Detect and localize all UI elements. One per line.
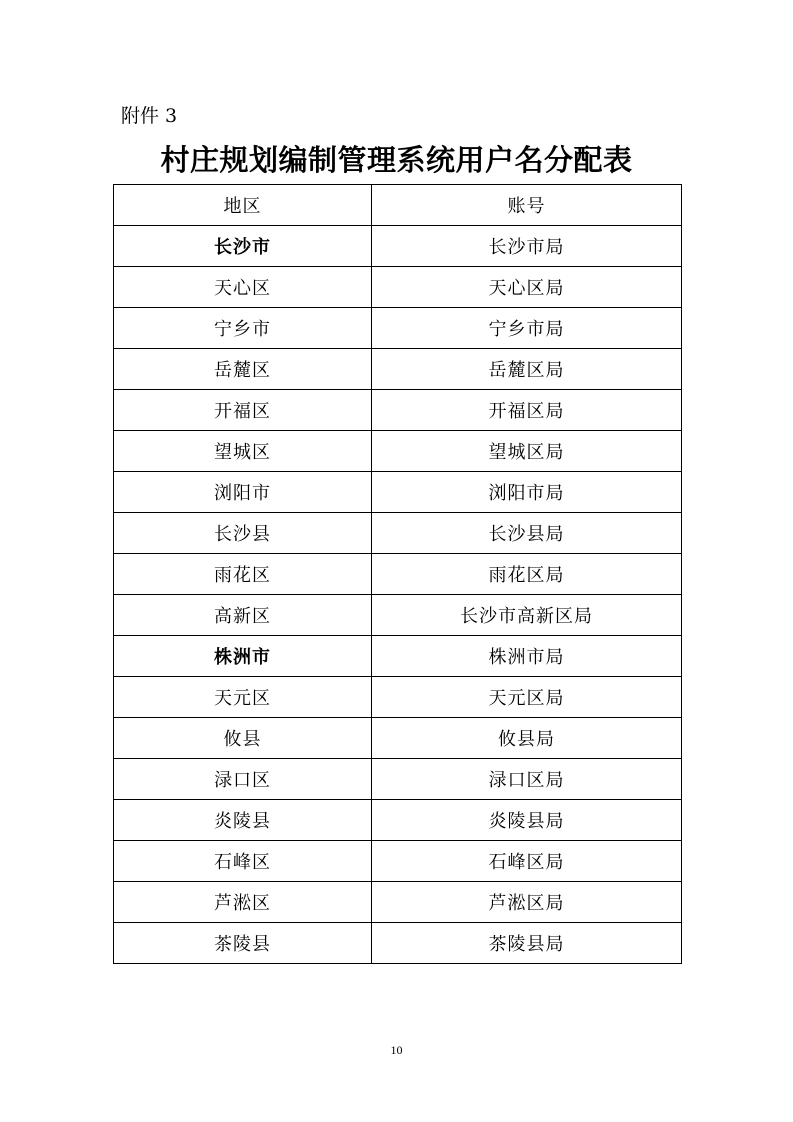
table-row	[114, 841, 682, 882]
account-cell: 株洲市局	[372, 636, 682, 677]
table-row	[114, 677, 682, 718]
column-header-account: 账号	[372, 185, 682, 226]
table-row	[114, 226, 682, 267]
region-cell: 岳麓区	[114, 349, 372, 390]
account-cell: 浏阳市局	[372, 472, 682, 513]
account-cell: 雨花区局	[372, 554, 682, 595]
table-row	[114, 718, 682, 759]
table-row	[114, 595, 682, 636]
table-row	[114, 554, 682, 595]
table-row	[114, 431, 682, 472]
region-cell: 长沙市	[114, 226, 372, 267]
table-row	[114, 349, 682, 390]
region-cell: 高新区	[114, 595, 372, 636]
column-header-region: 地区	[114, 185, 372, 226]
table-row	[114, 513, 682, 554]
region-cell: 炎陵县	[114, 800, 372, 841]
region-cell: 望城区	[114, 431, 372, 472]
account-cell: 茶陵县局	[372, 923, 682, 964]
table-row	[114, 390, 682, 431]
table-row	[114, 800, 682, 841]
account-cell: 渌口区局	[372, 759, 682, 800]
attachment-label: 附件 3	[121, 105, 178, 127]
page-number: 10	[390, 1043, 403, 1057]
region-cell: 长沙县	[114, 513, 372, 554]
region-cell: 天心区	[114, 267, 372, 308]
table-row	[114, 923, 682, 964]
region-cell: 芦淞区	[114, 882, 372, 923]
region-cell: 宁乡市	[114, 308, 372, 349]
account-cell: 天心区局	[372, 267, 682, 308]
account-cell: 炎陵县局	[372, 800, 682, 841]
table-body	[114, 226, 682, 964]
account-cell: 攸县局	[372, 718, 682, 759]
account-cell: 岳麓区局	[372, 349, 682, 390]
account-cell: 长沙市高新区局	[372, 595, 682, 636]
region-cell: 攸县	[114, 718, 372, 759]
account-cell: 天元区局	[372, 677, 682, 718]
region-cell: 开福区	[114, 390, 372, 431]
region-cell: 浏阳市	[114, 472, 372, 513]
table-row	[114, 267, 682, 308]
username-allocation-table	[113, 184, 682, 964]
account-cell: 长沙市局	[372, 226, 682, 267]
table-header-row	[114, 185, 682, 226]
account-cell: 望城区局	[372, 431, 682, 472]
table-row	[114, 882, 682, 923]
table-row	[114, 472, 682, 513]
region-cell: 茶陵县	[114, 923, 372, 964]
region-cell: 渌口区	[114, 759, 372, 800]
table-row	[114, 636, 682, 677]
account-cell: 长沙县局	[372, 513, 682, 554]
page-title: 村庄规划编制管理系统用户名分配表	[160, 143, 633, 177]
account-cell: 开福区局	[372, 390, 682, 431]
table-row	[114, 308, 682, 349]
account-cell: 芦淞区局	[372, 882, 682, 923]
region-cell: 天元区	[114, 677, 372, 718]
account-cell: 石峰区局	[372, 841, 682, 882]
region-cell: 雨花区	[114, 554, 372, 595]
region-cell: 株洲市	[114, 636, 372, 677]
table-row	[114, 759, 682, 800]
region-cell: 石峰区	[114, 841, 372, 882]
account-cell: 宁乡市局	[372, 308, 682, 349]
